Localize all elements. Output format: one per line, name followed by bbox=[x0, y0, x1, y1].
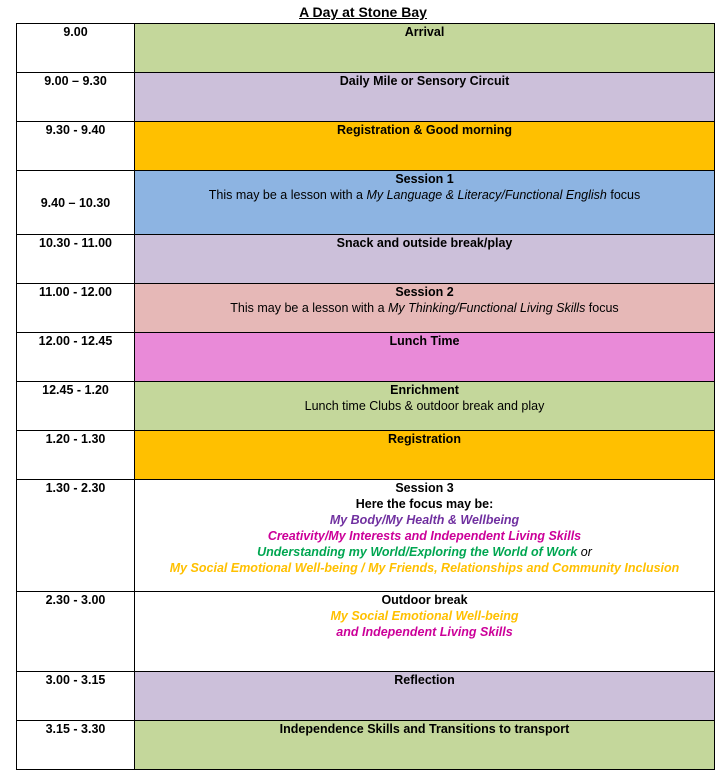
activity-heading: Enrichment bbox=[390, 383, 459, 397]
activity-heading: Lunch Time bbox=[389, 334, 460, 348]
description-text: focus bbox=[606, 188, 641, 202]
activity-description: Lunch time Clubs & outdoor break and play bbox=[304, 399, 545, 413]
table-row bbox=[17, 333, 715, 382]
activity-heading: Arrival bbox=[404, 25, 445, 39]
activity-cell bbox=[135, 333, 715, 382]
activity-cell bbox=[135, 592, 715, 672]
activity-cell bbox=[135, 122, 715, 171]
activity-cell bbox=[135, 171, 715, 235]
time-cell: 1.20 - 1.30 bbox=[17, 431, 135, 480]
description-text: This may be a lesson with a bbox=[208, 188, 367, 202]
table-row bbox=[17, 672, 715, 721]
time-cell: 3.15 - 3.30 bbox=[17, 721, 135, 770]
description-focus: My Language & Literacy/Functional English bbox=[366, 188, 607, 202]
time-cell: 9.00 – 9.30 bbox=[17, 73, 135, 122]
activity-cell bbox=[135, 382, 715, 431]
description-text: focus bbox=[585, 301, 619, 315]
table-row bbox=[17, 122, 715, 171]
focus-area-body-health: My Body/My Health & Wellbeing bbox=[329, 513, 520, 527]
table-row bbox=[17, 171, 715, 235]
activity-cell bbox=[135, 235, 715, 284]
page-title: A Day at Stone Bay bbox=[299, 4, 427, 20]
activity-heading: Outdoor break bbox=[381, 593, 468, 607]
activity-description bbox=[135, 300, 714, 316]
time-cell: 3.00 - 3.15 bbox=[17, 672, 135, 721]
activity-heading: Session 3 bbox=[395, 481, 454, 495]
activity-heading: Session 2 bbox=[395, 285, 454, 299]
table-row bbox=[17, 284, 715, 333]
activity-heading: Registration bbox=[388, 432, 461, 446]
table-row bbox=[17, 592, 715, 672]
table-row bbox=[17, 431, 715, 480]
activity-heading: Independence Skills and Transitions to transport bbox=[279, 722, 570, 736]
time-cell: 11.00 - 12.00 bbox=[17, 284, 135, 333]
description-focus: My Thinking/Functional Living Skills bbox=[388, 301, 586, 315]
activity-cell bbox=[135, 284, 715, 333]
table-row bbox=[17, 24, 715, 73]
activity-subheading: Here the focus may be: bbox=[355, 497, 494, 511]
activity-cell bbox=[135, 73, 715, 122]
time-cell: 9.40 – 10.30 bbox=[17, 171, 135, 235]
table-row bbox=[17, 73, 715, 122]
table-row bbox=[17, 382, 715, 431]
table-row bbox=[17, 480, 715, 592]
activity-heading: Daily Mile or Sensory Circuit bbox=[339, 74, 510, 88]
focus-area-creativity: Creativity/My Interests and Independent Living Skills bbox=[267, 529, 582, 543]
activity-cell bbox=[135, 480, 715, 592]
time-cell: 2.30 - 3.00 bbox=[17, 592, 135, 672]
activity-cell bbox=[135, 431, 715, 480]
time-cell: 1.30 - 2.30 bbox=[17, 480, 135, 592]
description-text: This may be a lesson with a bbox=[230, 301, 389, 315]
table-row bbox=[17, 235, 715, 284]
activity-heading: Reflection bbox=[394, 673, 455, 687]
focus-or-text: or bbox=[577, 545, 592, 559]
activity-heading: Session 1 bbox=[395, 172, 454, 186]
focus-area-world-line bbox=[135, 544, 714, 560]
time-cell: 9.30 - 9.40 bbox=[17, 122, 135, 171]
focus-area-world: Understanding my World/Exploring the World of Work bbox=[257, 545, 578, 559]
activity-cell bbox=[135, 24, 715, 73]
focus-area-social-emotional: My Social Emotional Well-being / My Friends, Relationships and Community Inclusion bbox=[169, 561, 680, 575]
time-cell: 12.00 - 12.45 bbox=[17, 333, 135, 382]
activity-cell bbox=[135, 672, 715, 721]
focus-area-independent-living: and Independent Living Skills bbox=[336, 625, 513, 639]
activity-cell bbox=[135, 721, 715, 770]
focus-area-social-emotional: My Social Emotional Well-being bbox=[330, 609, 519, 623]
schedule-table bbox=[16, 23, 715, 770]
time-cell: 12.45 - 1.20 bbox=[17, 382, 135, 431]
activity-description bbox=[135, 187, 714, 203]
activity-heading: Registration & Good morning bbox=[337, 123, 512, 137]
time-cell: 9.00 bbox=[17, 24, 135, 73]
table-row bbox=[17, 721, 715, 770]
time-cell: 10.30 - 11.00 bbox=[17, 235, 135, 284]
activity-heading: Snack and outside break/play bbox=[336, 236, 513, 250]
